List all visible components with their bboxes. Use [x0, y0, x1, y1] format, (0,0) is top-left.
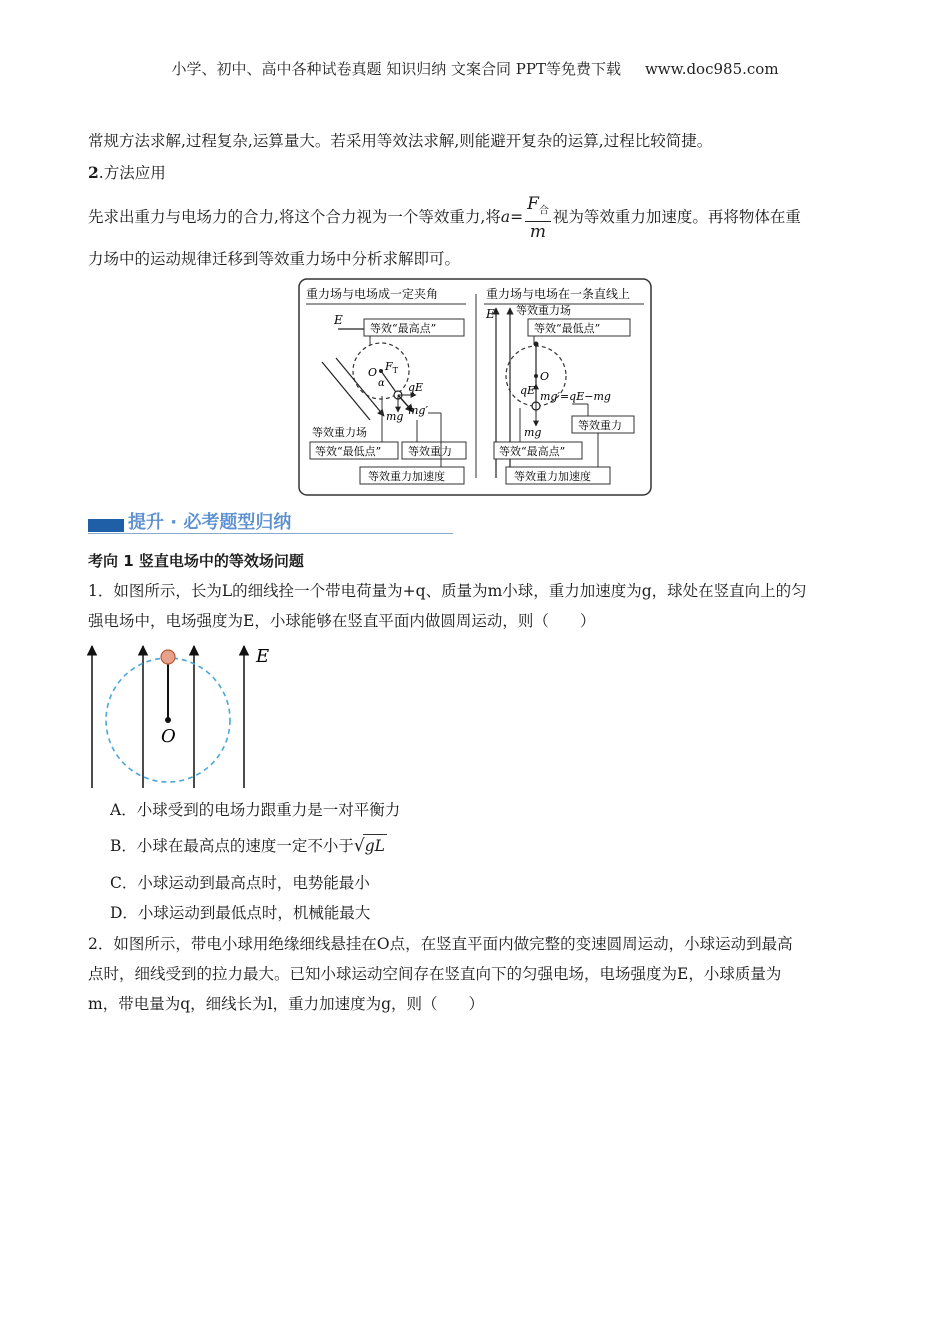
section-banner: [88, 508, 453, 534]
left-mg-label: mg: [386, 410, 404, 423]
right-box-gravity: 等效重力: [578, 419, 622, 432]
left-qE-label: qE: [408, 381, 424, 394]
method-line-1: [88, 194, 801, 242]
left-E-label: E: [334, 313, 343, 327]
q1-option-c[interactable]: C．小球运动到最高点时，电势能最小: [110, 874, 370, 892]
fraction-numerator: F: [527, 194, 539, 214]
right-mg-eq-label: mg′=qE−mg: [540, 390, 611, 403]
section-title: .方法应用: [98, 164, 166, 182]
left-box-gravity: 等效重力: [408, 445, 452, 458]
left-O-label: O: [368, 366, 378, 379]
q1-option-b-text: B．小球在最高点的速度一定不小于: [110, 837, 354, 855]
right-field-label: 等效重力场: [516, 304, 571, 317]
method-line-2: 力场中的运动规律迁移到等效重力场中分析求解即可。: [88, 250, 461, 268]
q1-option-d[interactable]: D．小球运动到最低点时，机械能最大: [110, 904, 371, 922]
tension-label: $F_T$: [385, 360, 398, 375]
method-text-post: 视为等效重力加速度。再将物体在重: [552, 208, 801, 227]
fraction-subscript: 合: [538, 205, 549, 217]
left-panel-title: 重力场与电场成一定夹角: [306, 287, 439, 301]
q1-ball: [161, 650, 175, 664]
q1-option-a[interactable]: A．小球受到的电场力跟重力是一对平衡力: [110, 801, 401, 819]
q2-line-2: 点时，细线受到的拉力最大。已知小球运动空间存在竖直向下的匀强电场，电场强度为E，小球质量为: [88, 965, 782, 983]
fraction-denominator: m: [529, 222, 547, 243]
right-qE-label: qE: [520, 384, 536, 397]
q1-option-b-sqrt: gL: [363, 834, 387, 857]
banner-text: 提升 · 必考题型归纳: [128, 512, 292, 533]
intro-line: 常规方法求解,过程复杂,运算量大。若采用等效法求解,则能避开复杂的运算,过程比较简捷。: [88, 132, 713, 150]
q1-pivot: [165, 717, 171, 723]
accel-fraction: [525, 194, 551, 242]
topic-title: 竖直电场中的等效场问题: [138, 552, 304, 570]
right-box-accel: 等效重力加速度: [514, 470, 591, 483]
field-label: 等效重力场: [312, 426, 367, 439]
right-panel-title: 重力场与电场在一条直线上: [486, 287, 631, 301]
q1-O-label: O: [161, 726, 176, 747]
topic-label: 考向 1: [88, 552, 134, 570]
right-box-lowest-top: 等效“最低点”: [534, 322, 601, 335]
page-header: [0, 58, 950, 79]
q2-line-3: m，带电量为q，细线长为l，重力加速度为g，则（ ）: [88, 995, 485, 1013]
equivalent-gravity-diagram: [298, 278, 652, 496]
q1-line-2: 强电场中，电场强度为E，小球能够在竖直平面内做圆周运动，则（ ）: [88, 612, 596, 630]
right-mg-label: mg: [524, 426, 542, 439]
accel-symbol: a=: [500, 208, 524, 227]
q1-line-1: 1．如图所示，长为L的细线拴一个带电荷量为+q、质量为m小球，重力加速度为g，球处在竖直向上的匀: [88, 582, 807, 600]
topic-heading: [88, 550, 304, 572]
banner-bar: [88, 519, 124, 532]
left-box-accel: 等效重力加速度: [368, 470, 445, 483]
left-box-highest: 等效“最高点”: [370, 322, 437, 335]
header-text: 小学、初中、高中各种试卷真题 知识归纳 文案合同 PPT等免费下载: [171, 60, 621, 78]
header-site: www.doc985.com: [644, 60, 779, 78]
section-number: 2: [88, 163, 99, 182]
alpha-label: α: [378, 378, 385, 389]
left-mg-prime-label: mg′: [408, 404, 428, 417]
right-box-highest: 等效“最高点”: [499, 445, 566, 458]
right-E-label: E: [486, 307, 495, 321]
method-text-pre: 先求出重力与电场力的合力,将这个合力视为一个等效重力,将: [88, 208, 501, 227]
q1-field-diagram: [84, 642, 284, 790]
section-heading: [88, 162, 166, 184]
q1-option-b[interactable]: B．小球在最高点的速度一定不小于√gL: [110, 836, 385, 856]
left-box-lowest: 等效“最低点”: [315, 445, 382, 458]
right-O-label: O: [540, 370, 550, 383]
q1-E-label: E: [256, 646, 270, 667]
q2-line-1: 2．如图所示，带电小球用绝缘细线悬挂在O点，在竖直平面内做完整的变速圆周运动，小球运动到最高: [88, 935, 793, 953]
